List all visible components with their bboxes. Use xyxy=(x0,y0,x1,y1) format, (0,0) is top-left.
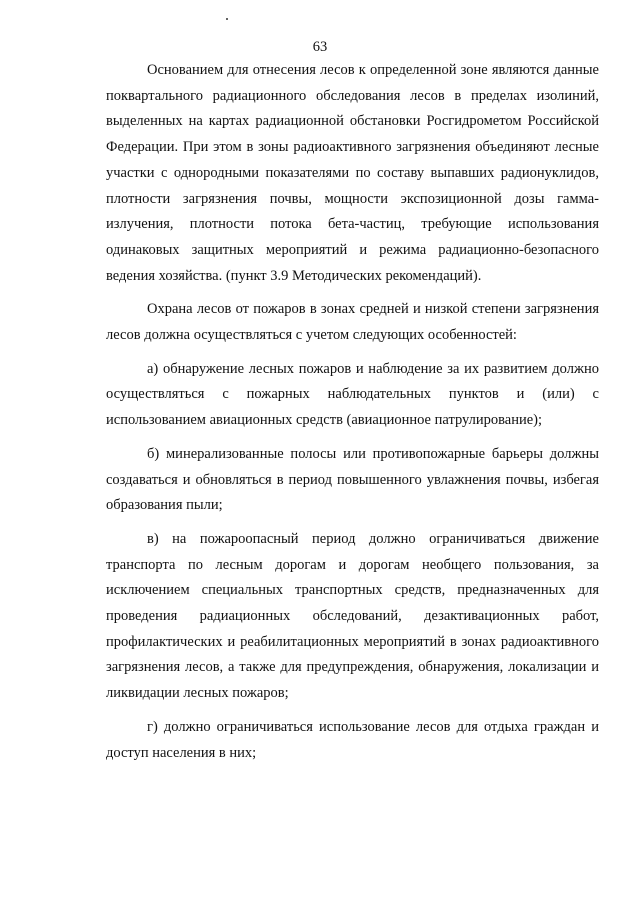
paragraph-item-b-firebreaks: б) минерализованные полосы или противопожарные барьеры должны создаваться и обновляться в период повышенного увлажнения почвы, избегая образования пыли; xyxy=(106,445,599,514)
paragraph-zone-basis: Основанием для отнесения лесов к определенной зоне являются данные поквартального радиационного обследования лесов в пределах изолиний, выделенных на картах радиационной обстановки Росгидрометом Российской Федерации. При этом в зоны радиоактивного загрязнения объединяют лесные участки с однородными показателями по составу выпавших радионуклидов, плотности загрязнения почвы, мощности экспозиционной дозы гамма-излучения, плотности потока бета-частиц, требующие использования одинаковых защитных мероприятий и режима радиационно-безопасного ведения хозяйства. (пункт 3.9 Методических рекомендаций). xyxy=(106,62,599,284)
page-number: 63 xyxy=(312,39,328,55)
paragraph-item-v-traffic: в) на пожароопасный период должно ограничиваться движение транспорта по лесным дорогам и дорогам необщего пользования, за исключением специальных транспортных средств, предназначенных для проведения радиационных обследований, дезактивационных работ, профилактических и реабилитационных мероприятий в зонах радиоактивного загрязнения лесов, а также для предупреждения, обнаружения, локализации и ликвидации лесных пожаров; xyxy=(106,530,599,702)
paragraph-fire-protection-intro: Охрана лесов от пожаров в зонах средней и низкой степени загрязнения лесов должна осуществляться с учетом следующих особенностей: xyxy=(106,301,599,344)
scan-speck xyxy=(226,18,228,20)
paragraph-item-a-detection: а) обнаружение лесных пожаров и наблюдение за их развитием должно осуществляться с пожарных наблюдательных пунктов и (или) с использованием авиационных средств (авиационное патрулирование); xyxy=(106,360,599,429)
document-body xyxy=(106,58,599,774)
paragraph-item-g-access: г) должно ограничиваться использование лесов для отдыха граждан и доступ населения в них; xyxy=(106,718,599,761)
